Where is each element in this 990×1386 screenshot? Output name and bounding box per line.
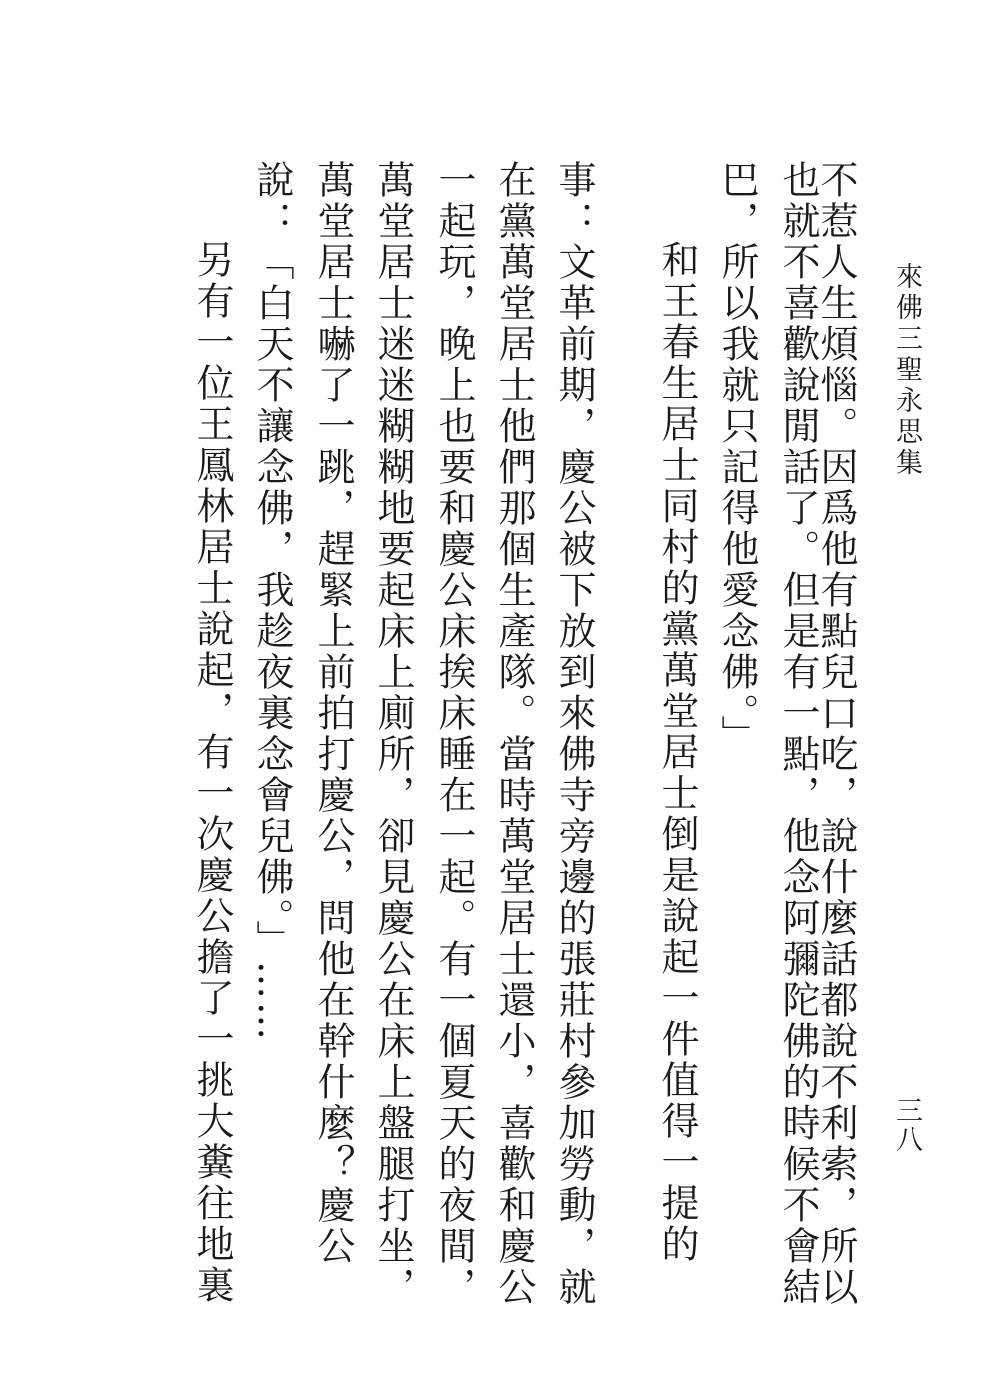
- text-column: 一起玩，晚上也要和慶公床挨床睡在一起。有一個夏天的夜間，: [432, 160, 476, 1308]
- text-column: 也就不喜歡說閒話了。但是有一點，他念阿彌陀佛的時候不會結: [776, 160, 820, 1308]
- text-column: 說：「白天不讓念佛，我趁夜裏念會兒佛。」……: [250, 160, 294, 1043]
- paragraph-start-column: 另有一位王鳳林居士說起，有一次慶公擔了一挑大糞往地裏: [190, 240, 234, 1306]
- page-number: 三八: [891, 1096, 922, 1154]
- text-column: 巴，所以我就只記得他愛念佛。」: [715, 160, 759, 756]
- body-text: [171, 160, 858, 1308]
- text-column: 在黨萬堂居士他們那個生產隊。當時萬堂居士還小，喜歡和慶公: [492, 160, 536, 1308]
- paragraph-start-column: 和王春生居士同村的黨萬堂居士倒是說起一件值得一提的: [655, 240, 699, 1265]
- text-column: 萬堂居士嚇了一跳，趕緊上前拍打慶公，問他在幹什麼？慶公: [311, 160, 355, 1267]
- running-title: 來佛三聖永思集: [891, 262, 922, 479]
- text-column: 事：文革前期，慶公被下放到來佛寺旁邊的張莊村參加勞動，就: [552, 160, 596, 1308]
- text-column: 不惹人生煩惱。因爲他有點兒口吃，說什麼話都說不利索，所以: [814, 160, 858, 1308]
- text-column: 萬堂居士迷迷糊糊地要起床上廁所，卻見慶公在床上盤腿打坐，: [371, 160, 415, 1308]
